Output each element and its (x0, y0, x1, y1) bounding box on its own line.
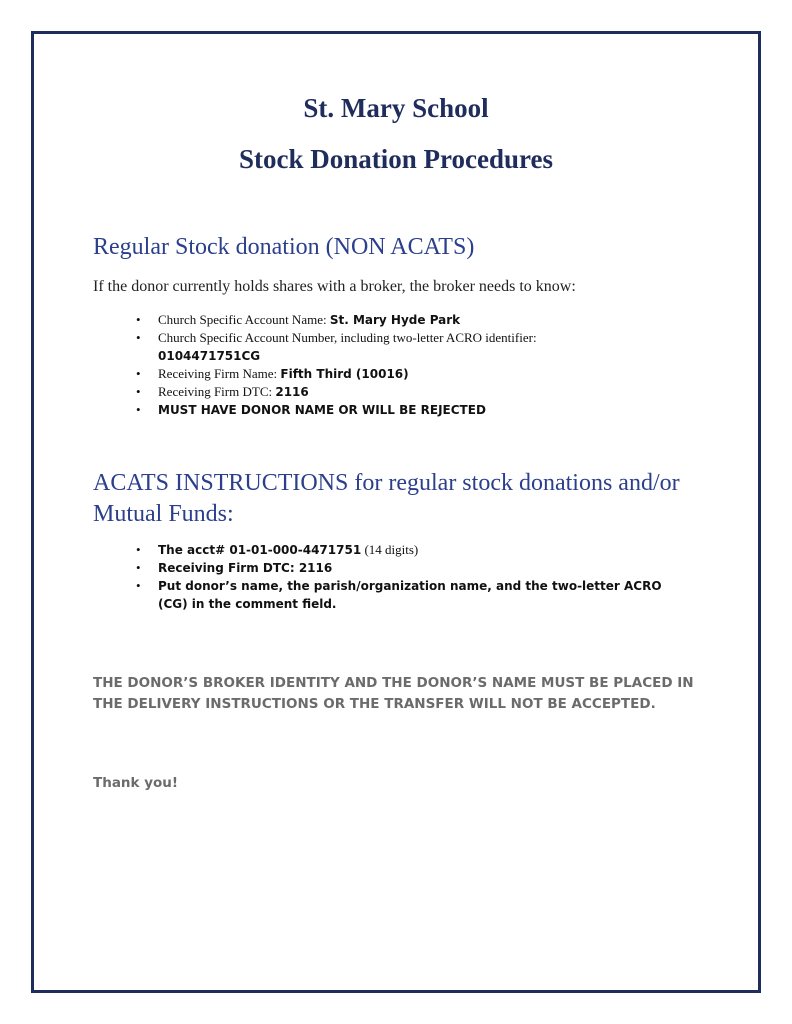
list-item (158, 577, 678, 613)
list-item (158, 541, 678, 559)
item-bold-text: Receiving Firm DTC: 2116 (158, 561, 333, 575)
transfer-warning: THE DONOR’S BROKER IDENTITY AND THE DONOR’S NAME MUST BE PLACED IN THE DELIVERY INSTRUCTIONS OR THE TRANSFER WILL NOT BE ACCEPTED. (93, 675, 694, 712)
list-item (158, 311, 578, 329)
item-label: Receiving Firm Name: (158, 366, 281, 381)
section-intro: If the donor currently holds shares with a broker, the broker needs to know: (93, 278, 576, 295)
item-bold-text: The acct# 01-01-000-4471751 (158, 543, 362, 557)
item-note: (14 digits) (361, 542, 419, 557)
document-title: Stock Donation Procedures (238, 144, 553, 174)
broker-info-list (158, 311, 578, 419)
section-heading-acats: ACATS INSTRUCTIONS for regular stock donations and/or Mutual Funds: (93, 470, 680, 527)
item-label: Church Specific Account Name: (158, 312, 330, 327)
item-label: Receiving Firm DTC: (158, 384, 276, 399)
list-item (158, 365, 578, 383)
item-value: MUST HAVE DONOR NAME OR WILL BE REJECTED (158, 403, 486, 417)
item-label: Church Specific Account Number, including two-letter ACRO identifier: (158, 330, 537, 345)
list-item (158, 329, 578, 365)
acats-instructions-list (158, 541, 678, 613)
item-value: Fifth Third (10016) (280, 367, 409, 381)
item-bold-text: Put donor’s name, the parish/organization name, and the two-letter ACRO (CG) in the comment field. (158, 579, 662, 611)
item-value: 0104471751CG (158, 349, 261, 363)
item-value: St. Mary Hyde Park (329, 313, 461, 327)
section-heading-regular-stock: Regular Stock donation (NON ACATS) (93, 234, 475, 260)
school-title: St. Mary School (303, 93, 489, 123)
list-item (158, 383, 578, 401)
closing-text: Thank you! (93, 775, 179, 791)
item-value: 2116 (275, 385, 309, 399)
list-item (158, 559, 678, 577)
list-item (158, 401, 578, 419)
